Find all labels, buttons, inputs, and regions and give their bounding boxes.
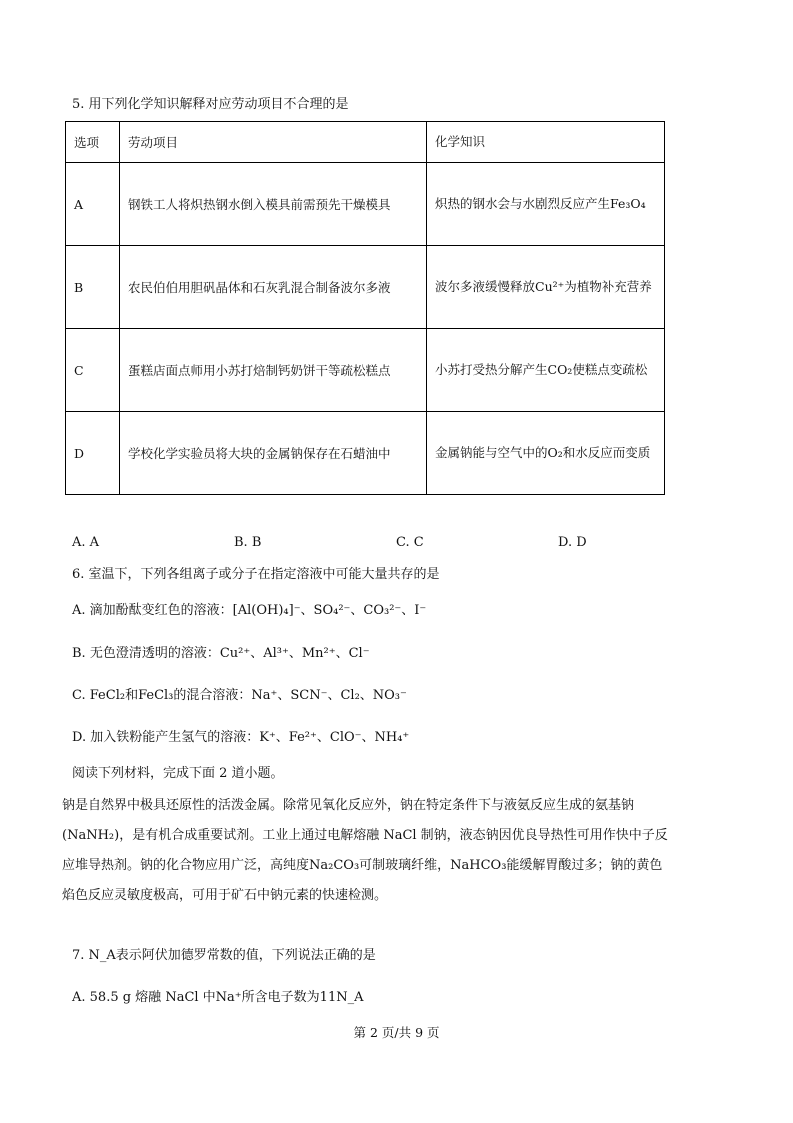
table-header-row [66, 122, 665, 163]
question-7-stem: 7. N_A表示阿伏加德罗常数的值，下列说法正确的是 [72, 948, 376, 963]
question-5-choices [0, 535, 793, 555]
question-6-stem: 6. 室温下，下列各组离子或分子在指定溶液中可能大量共存的是 [72, 567, 440, 582]
question-6-option-d: D. 加入铁粉能产生氢气的溶液：K⁺、Fe²⁺、ClO⁻、NH₄⁺ [72, 730, 410, 745]
header-option: 选项 [66, 122, 120, 163]
row-knowledge: 波尔多液缓慢释放Cu²⁺为植物补充营养 [427, 246, 665, 329]
row-option: D [66, 412, 120, 495]
row-knowledge: 炽热的钢水会与水剧烈反应产生Fe₃O₄ [427, 163, 665, 246]
row-project: 学校化学实验员将大块的金属钠保存在石蜡油中 [120, 412, 427, 495]
row-project: 蛋糕店面点师用小苏打焙制钙奶饼干等疏松糕点 [120, 329, 427, 412]
table-row [66, 246, 665, 329]
table-row [66, 412, 665, 495]
question-5-stem: 5. 用下列化学知识解释对应劳动项目不合理的是 [72, 97, 349, 112]
question-6-option-c: C. FeCl₂和FeCl₃的混合溶液：Na⁺、SCN⁻、Cl₂、NO₃⁻ [72, 688, 407, 703]
question-5-table [65, 121, 665, 495]
header-knowledge: 化学知识 [427, 122, 665, 163]
table-row [66, 329, 665, 412]
row-project: 农民伯伯用胆矾晶体和石灰乳混合制备波尔多液 [120, 246, 427, 329]
row-knowledge: 金属钠能与空气中的O₂和水反应而变质 [427, 412, 665, 495]
reading-material [62, 791, 727, 911]
row-knowledge: 小苏打受热分解产生CO₂使糕点变疏松 [427, 329, 665, 412]
table-row [66, 163, 665, 246]
row-project: 钢铁工人将炽热钢水倒入模具前需预先干燥模具 [120, 163, 427, 246]
page-footer: 第 2 页/共 9 页 [353, 1025, 440, 1040]
question-6-option-b: B. 无色澄清透明的溶液：Cu²⁺、Al³⁺、Mn²⁺、Cl⁻ [72, 646, 370, 661]
header-project: 劳动项目 [120, 122, 427, 163]
choice-d: D. D [558, 535, 587, 550]
choice-b: B. B [234, 535, 262, 550]
question-7-option-a: A. 58.5 g 熔融 NaCl 中Na⁺所含电子数为11N_A [72, 990, 364, 1005]
row-option: B [66, 246, 120, 329]
reading-line: 钠是自然界中极具还原性的活泼金属。除常见氧化反应外，钠在特定条件下与液氨反应生成的氨基钠 [62, 798, 635, 813]
row-option: C [66, 329, 120, 412]
question-6-option-a: A. 滴加酚酞变红色的溶液：[Al(OH)₄]⁻、SO₄²⁻、CO₃²⁻、I⁻ [72, 603, 427, 618]
choice-a: A. A [72, 535, 100, 550]
choice-c: C. C [396, 535, 424, 550]
reading-line: (NaNH₂)，是有机合成重要试剂。工业上通过电解熔融 NaCl 制钠，液态钠因优良导热性可用作快中子反 [62, 828, 668, 843]
reading-line: 焰色反应灵敏度极高，可用于矿石中钠元素的快速检测。 [62, 888, 388, 903]
reading-intro: 阅读下列材料，完成下面 2 道小题。 [72, 766, 284, 781]
reading-line: 应堆导热剂。钠的化合物应用广泛，高纯度Na₂CO₃可制玻璃纤维，NaHCO₃能缓解胃酸过多；钠的黄色 [62, 858, 663, 873]
row-option: A [66, 163, 120, 246]
